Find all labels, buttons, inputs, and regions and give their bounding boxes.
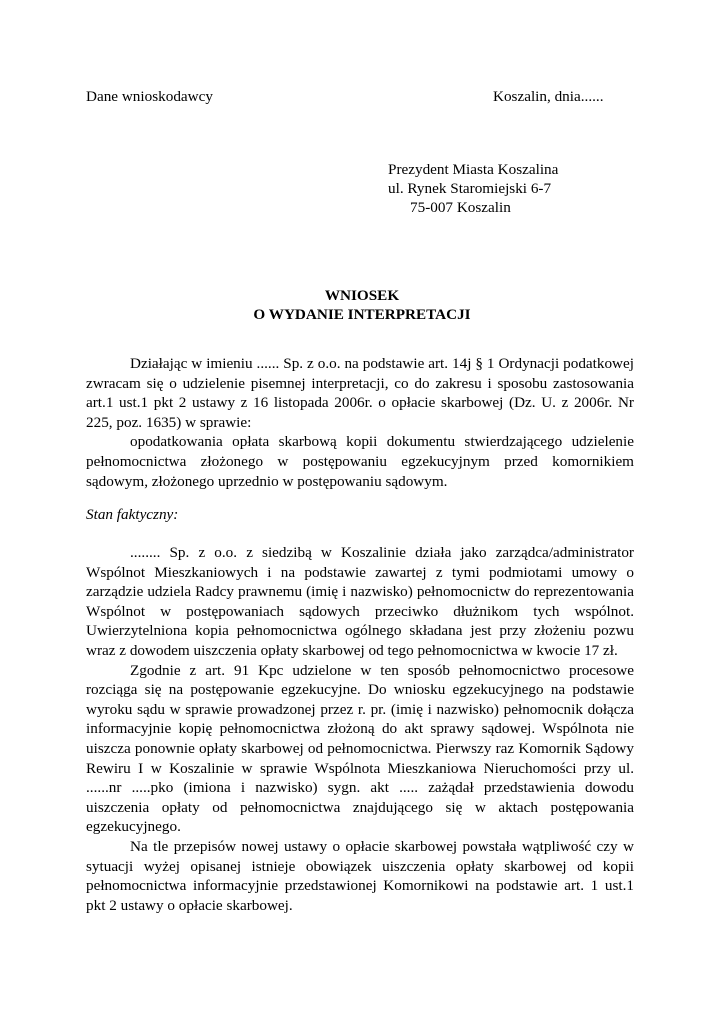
- recipient-city: 75-007 Koszalin: [410, 199, 511, 216]
- facts-heading: Stan faktyczny:: [86, 506, 179, 523]
- facts-paragraph-3: Na tle przepisów nowej ustawy o opłacie skarbowej powstała wątpliwość czy w sytuacji wyżej opisanej istnieje obowiązek uiszczenia opłaty skarbowej od kopii pełnomocnictwa informacyjnie przedstawionej Komornikowi na podstawie art. 1 ust.1 pkt 2 ustawy o opłacie skarbowej.: [86, 837, 634, 914]
- facts-paragraph-1: ........ Sp. z o.o. z siedzibą w Koszalinie działa jako zarządca/administrator Wspólnot Mieszkaniowych i na podstawie zawartej z tymi podmiotami umowy o zarządzie udziela Radcy prawnemu (imię i nazwisko) pełnomocnictw do reprezentowania Wspólnot w postępowaniach sądowych przeciwko dłużnikom tych wspólnot. Uwierzytelniona kopia pełnomocnictwa ogólnego składana jest przy złożeniu pozwu wraz z dowodem uiszczenia opłaty skarbowej od tego pełnomocnictwa w kwocie 17 zł.: [86, 544, 634, 659]
- document-title: WNIOSEK: [324, 287, 400, 304]
- place-date: Koszalin, dnia......: [493, 88, 604, 105]
- applicant-data-label: Dane wnioskodawcy: [86, 88, 213, 105]
- facts-section: [86, 543, 634, 915]
- recipient-street: ul. Rynek Staromiejski 6-7: [388, 180, 552, 197]
- matter-paragraph: opodatkowania opłata skarbową kopii dokumentu stwierdzającego udzielenie pełnomocnictwa złożonego w postępowaniu egzekucyjnym przed komornikiem sądowym, złożonego uprzednio w postępowaniu sądowym.: [86, 433, 634, 490]
- facts-paragraph-2: Zgodnie z art. 91 Kpc udzielone w ten sposób pełnomocnictwo procesowe rozciąga się na postępowanie egzekucyjne. Do wniosku egzekucyjnego na podstawie wyroku sądu w sprawie prowadzonej przez r. pr. (imię i nazwisko) pełnomocnik dołącza informacyjnie kopię pełnomocnictwa złożoną do akt sprawy sądowej. Wspólnota nie uiszcza ponownie opłaty skarbowej od pełnomocnictwa. Pierwszy raz Komornik Sądowy Rewiru I w Koszalinie w sprawie Wspólnota Mieszkaniowa Nieruchomości przy ul. ......nr .....pko (imiona i nazwisko) sygn. akt ..... zażądał przedstawienia dowodu uiszczenia opłaty od pełnomocnictwa znajdującego się w aktach postępowania egzekucyjnego.: [86, 661, 634, 836]
- recipient-name: Prezydent Miasta Koszalina: [388, 161, 559, 178]
- intro-section: [86, 354, 634, 491]
- intro-paragraph: Działając w imieniu ...... Sp. z o.o. na podstawie art. 14j § 1 Ordynacji podatkowej zwracam się o udzielenie pisemnej interpretacji, co do zakresu i sposobu zastosowania art.1 ust.1 pkt 2 ustawy z 16 listopada 2006r. o opłacie skarbowej (Dz. U. z 2006r. Nr 225, poz. 1635) w sprawie:: [86, 355, 634, 431]
- recipient-address: [388, 160, 558, 217]
- document-subtitle: O WYDANIE INTERPRETACJI: [253, 306, 471, 323]
